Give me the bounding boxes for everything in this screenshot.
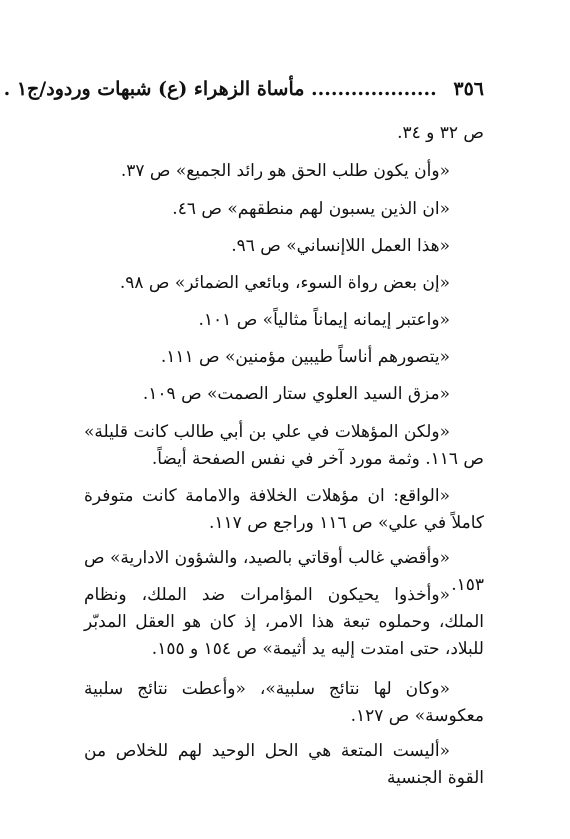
quote-line: «وأن يكون طلب الحق هو رائد الجميع» ص ٣٧. <box>120 161 450 181</box>
page-number: ٣٥٦ <box>453 78 484 100</box>
quote-paragraph <box>84 582 484 663</box>
quote-paragraph <box>84 483 484 537</box>
quote-paragraph-text: «الواقع: ان مؤهلات الخلافة والامامة كانت متوفرة كاملاً في علي» ص ١١٦ وراجع ص ١١٧. <box>84 486 484 533</box>
quote-paragraph <box>84 419 484 473</box>
quote-paragraph-text: «أليست المتعة هي الحل الوحيد لهم للخلاص من القوة الجنسية <box>84 741 484 788</box>
page-header <box>3 76 484 102</box>
quote-line: «واعتبر إيمانه إيماناً مثالياً» ص ١٠١. <box>198 310 450 330</box>
quote-line: «هذا العمل اللاإنساني» ص ٩٦. <box>231 236 450 256</box>
quote-paragraph-text: «ولكن المؤهلات في علي بن أبي طالب كانت قليلة» ص ١١٦. وثمة مورد آخر في نفس الصفحة أيضاً. <box>84 422 484 469</box>
quote-paragraph <box>84 676 484 730</box>
quote-line: «يتصورهم أناساً طيبين مؤمنين» ص ١١١. <box>160 347 450 367</box>
quote-line: «إن بعض رواة السوء، وبائعي الضمائر» ص ٩٨. <box>119 273 450 293</box>
running-title: ................... مأساة الزهراء (ع) شبهات وردود/ج١ . <box>3 78 437 100</box>
text-line: ص ٣٢ و ٣٤. <box>397 123 484 143</box>
quote-paragraph-text: «وأقضي غالب أوقاتي بالصيد، والشؤون الادارية» ص ١٥٣. <box>84 548 484 595</box>
quote-line: «ان الذين يسبون لهم منطقهم» ص ٤٦. <box>172 199 450 219</box>
quote-line: «مزق السيد العلوي ستار الصمت» ص ١٠٩. <box>142 384 450 404</box>
quote-paragraph <box>84 738 484 792</box>
quote-paragraph-text: «وكان لها نتائج سلبية»، «وأعطت نتائج سلبية معكوسة» ص ١٢٧. <box>84 679 484 726</box>
quote-paragraph-text: «وأخذوا يحيكون المؤامرات ضد الملك، ونظام الملك، وحملوه تبعة هذا الامر، إذ كان هو العقل المدبّر للبلاد، حتى امتدت إليه يد أثيمة» ص ١٥٤ و ١٥٥. <box>84 585 484 659</box>
